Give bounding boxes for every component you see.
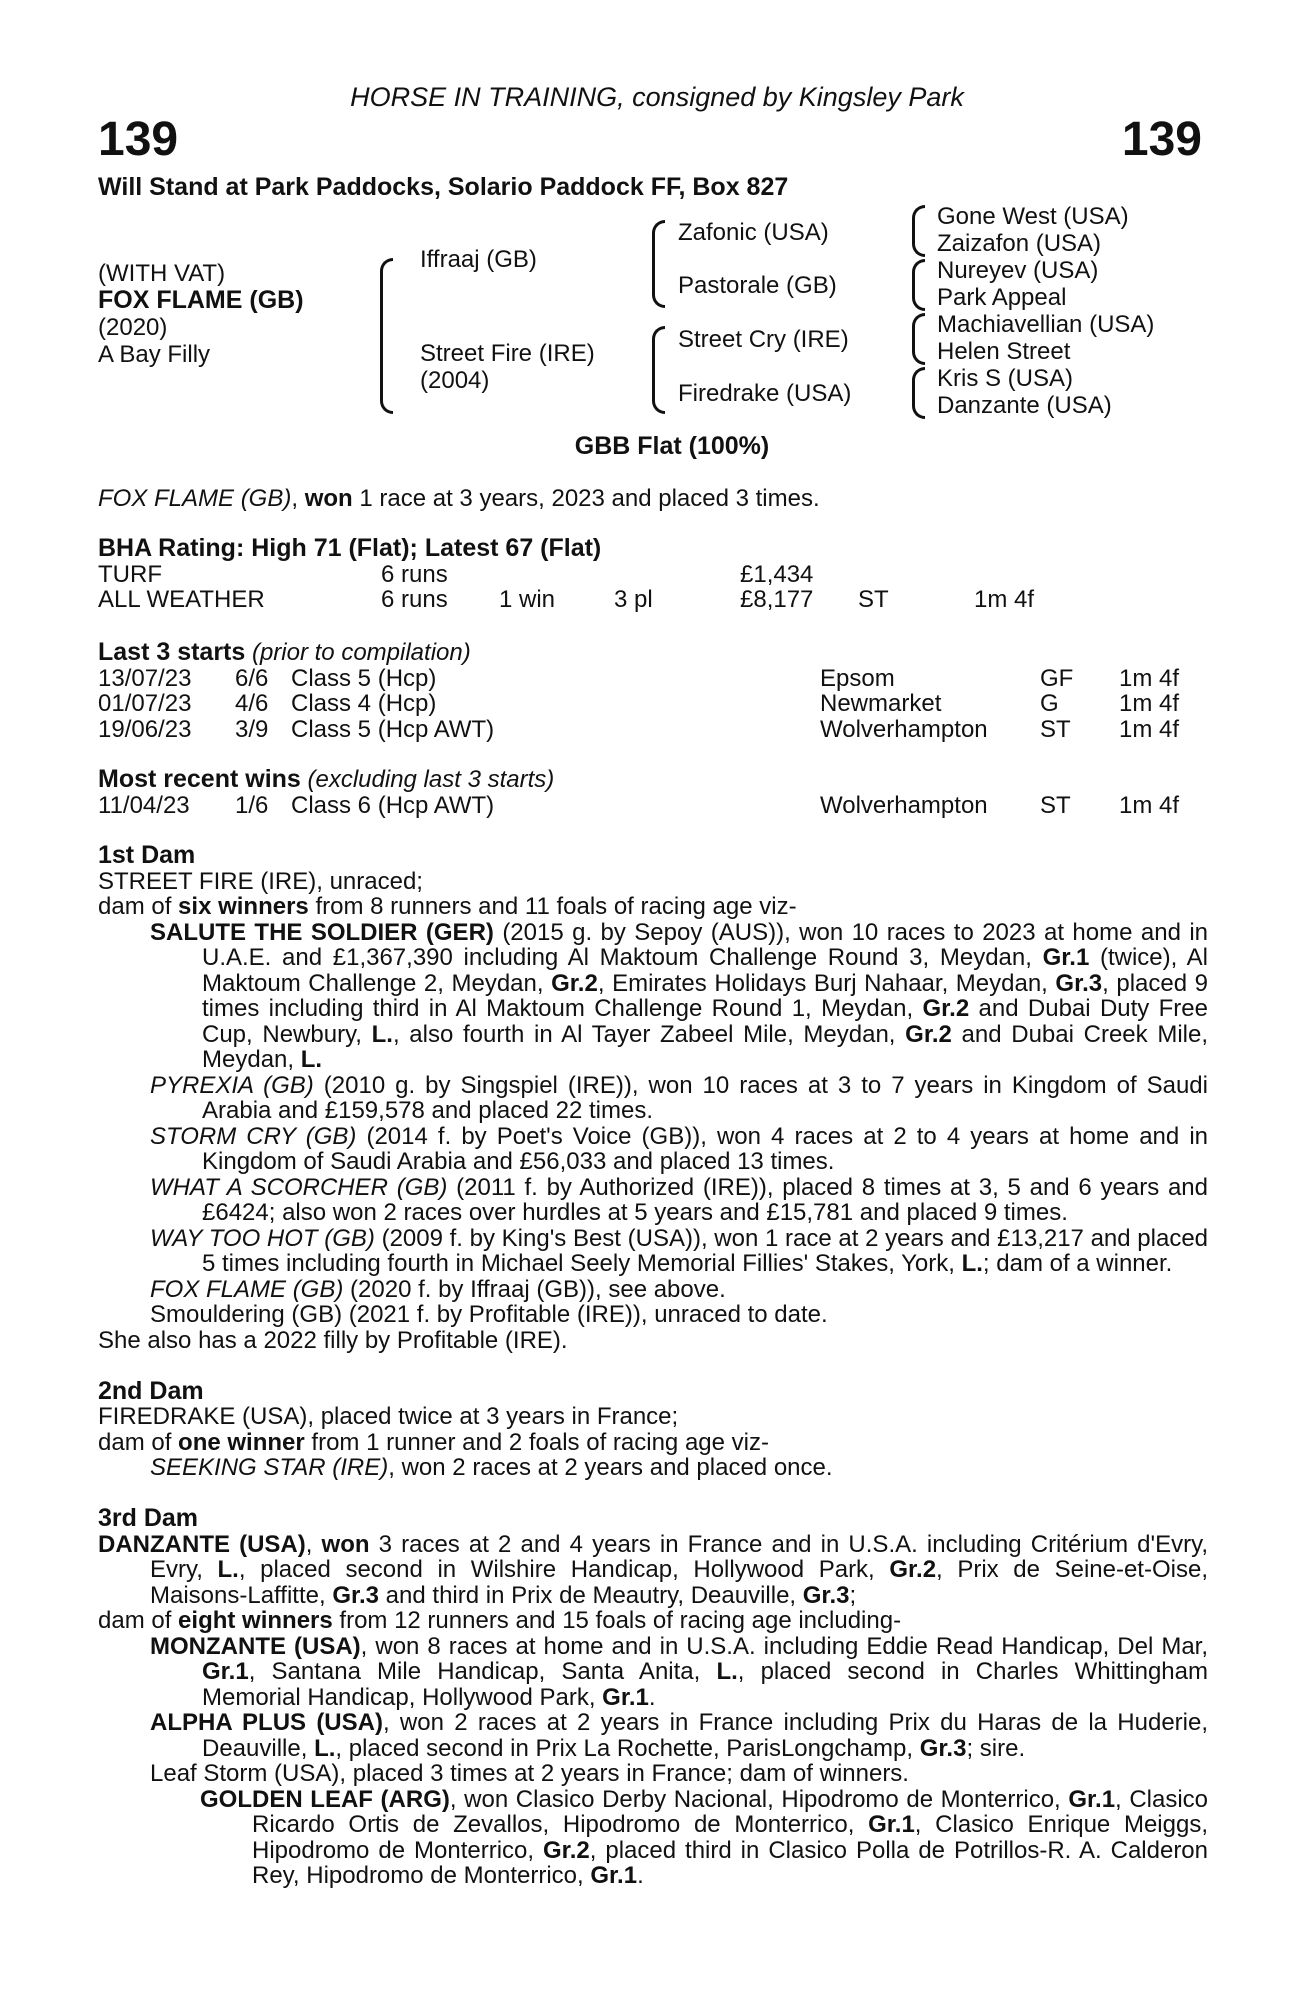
record-row: TURF 6 runs £1,434 (98, 560, 814, 588)
second-dam-produce-intro: dam of one winner from 1 runner and 2 foals of racing age viz- (98, 1428, 769, 1456)
pedigree-brace (912, 313, 925, 365)
dam-sire: Street Cry (IRE) (678, 326, 849, 353)
third-dam-produce-intro: dam of eight winners from 12 runners and 15 foals of racing age including- (98, 1607, 902, 1634)
produce-entry-alpha-plus: ALPHA PLUS (USA), won 2 races at 2 years in France including Prix du Haras de la Huderie, Deauville, L., placed second in Prix La Rochette, ParisLongchamp, Gr.3; sire. (150, 1709, 1209, 1762)
produce-entry-golden-leaf: GOLDEN LEAF (ARG), won Clasico Derby Nacional, Hipodromo de Monterrico, Gr.1, Clasico Ricardo Ortis de Zevallos, Hipodromo de Monterrico, Gr.1, Clasico Enrique Meiggs, Hipodromo de Monterrico, Gr.2, placed third in Clasico Polla de Potrillos-R. A. Calderon Rey, Hipodromo de Monterrico, Gr.1. (200, 1785, 1209, 1889)
dam: Street Fire (IRE) (420, 340, 595, 367)
last-starts-heading: Last 3 starts (98, 638, 246, 666)
third-dam-heading: 3rd Dam (98, 1504, 199, 1532)
produce-entry-pyrexia: PYREXIA (GB) (2010 g. by Singspiel (IRE)), won 10 races at 3 to 7 years in Kingdom of Saudi Arabia and £159,578 and placed 22 times. (150, 1071, 1208, 1124)
rating-heading: BHA Rating: High 71 (Flat); Latest 67 (Flat) (98, 534, 602, 562)
dam-dam: Firedrake (USA) (678, 380, 852, 407)
second-dam-heading: 2nd Dam (98, 1376, 204, 1405)
gen4-ancestor: Nureyev (USA) (937, 257, 1099, 284)
produce-entry-smouldering: Smouldering (GB) (2021 f. by Profitable (IRE)), unraced to date. (150, 1301, 828, 1328)
produce-entry-leaf-storm: Leaf Storm (USA), placed 3 times at 2 years in France; dam of winners. (150, 1760, 909, 1787)
start-row: 13/07/23 6/6 Class 5 (Hcp) Epsom GF 1m 4f (98, 664, 1180, 692)
catalogue-header: HORSE IN TRAINING, consigned by Kingsley Park (350, 82, 964, 112)
recent-wins-section: Most recent wins (excluding last 3 starts) 11/04/23 1/6 Class 6 (Hcp AWT) Wolverhampton ST 1m 4f (98, 767, 1208, 818)
lot-number-right: 139 (1121, 113, 1202, 166)
third-dam-line: DANZANTE (USA), won 3 races at 2 and 4 years in France and in U.S.A. including Critérium d'Evry, Evry, L., placed second in Wilshire Handicap, Hollywood Park, Gr.2, Prix de Seine-et-Oise, Maisons-Laffitte, Gr.3 and third in Prix de Meautry, Deauville, Gr.3; (98, 1530, 1208, 1609)
produce-entry-salute: SALUTE THE SOLDIER (GER) (2015 g. by Sepoy (AUS)), won 10 races to 2023 at home and in U.A.E. and £1,367,390 including Al Maktoum Challenge Round 3, Meydan, Gr.1 (twice), Al Maktoum Challenge 2, Meydan, Gr.2, Emirates Holidays Burj Nahaar, Meydan, Gr.3, placed 9 times including third in Al Maktoum Challenge Round 1, Meydan, Gr.2 and Dubai Duty Free Cup, Newbury, L., also fourth in Al Tayer Zabeel Mile, Meydan, Gr.2 and Dubai Creek Mile, Meydan, L. (150, 918, 1209, 1073)
horse-name: FOX FLAME (GB) (98, 286, 304, 314)
vat-status: (WITH VAT) (98, 260, 226, 287)
gen4-ancestor: Danzante (USA) (937, 392, 1112, 419)
produce-entry-monzante: MONZANTE (USA), won 8 races at home and in U.S.A. including Eddie Read Handicap, Del Mar, Gr.1, Santana Mile Handicap, Santa Anita, L., placed second in Charles Whittingham Memorial Handicap, Hollywood Park, Gr.1. (150, 1632, 1208, 1711)
stand-location: Will Stand at Park Paddocks, Solario Paddock FF, Box 827 (98, 173, 789, 201)
produce-entry-way-too-hot: WAY TOO HOT (GB) (2009 f. by King's Best (USA)), won 1 race at 2 years and £13,217 and placed 5 times including fourth in Michael Seely Memorial Fillies' Stakes, York, L.; dam of a winner. (150, 1224, 1209, 1277)
summary-won: won (304, 485, 353, 512)
dam-year: (2004) (420, 367, 490, 394)
dam-sections (98, 843, 1208, 1889)
sire: Iffraaj (GB) (420, 246, 537, 273)
gen4-ancestor: Machiavellian (USA) (937, 311, 1155, 338)
gen4-ancestor: Gone West (USA) (937, 203, 1129, 230)
pedigree-brace (912, 367, 925, 419)
start-row: 11/04/23 1/6 Class 6 (Hcp AWT) Wolverhampton ST 1m 4f (98, 791, 1180, 819)
lot-number-left: 139 (98, 113, 179, 166)
sire-sire: Zafonic (USA) (678, 219, 829, 246)
horse-year: (2020) (98, 314, 168, 341)
pedigree-brace (912, 205, 925, 257)
gen4-ancestor: Helen Street (937, 338, 1071, 365)
produce-entry-fox-flame: FOX FLAME (GB) (2020 f. by Iffraaj (GB)), see above. (150, 1275, 726, 1303)
record-row: ALL WEATHER 6 runs 1 win 3 pl £8,177 ST 1m 4f (98, 586, 1035, 613)
second-dam-line: FIREDRAKE (USA), placed twice at 3 years in France; (98, 1403, 679, 1430)
first-dam-produce-intro: dam of six winners from 8 runners and 11 foals of racing age viz- (98, 893, 797, 920)
first-dam-line: STREET FIRE (IRE), unraced; (98, 867, 423, 895)
pedigree-brace (652, 326, 665, 414)
gen4-ancestor: Zaizafon (USA) (937, 230, 1102, 257)
rating-section (98, 536, 1208, 613)
produce-note: She also has a 2022 filly by Profitable (IRE). (98, 1326, 568, 1354)
sire-dam: Pastorale (GB) (678, 272, 837, 299)
pedigree-brace (380, 258, 393, 414)
start-row: 01/07/23 4/6 Class 4 (Hcp) Newmarket G 1m 4f (98, 690, 1180, 717)
last-starts-section: Last 3 starts (prior to compilation) 13/07/23 6/6 Class 5 (Hcp) Epsom GF 1m 4f 01/07/23 4/6 Class 4 (Hcp) Newmarket G 1m 4f 19/06/23 3/9 Class 5 (Hcp AWT) Wolverhampton ST 1m 4f (98, 640, 1208, 742)
first-dam-heading: 1st Dam (98, 841, 196, 869)
summary-horse-name: FOX FLAME (GB) (98, 485, 292, 512)
race-summary: FOX FLAME (GB), won 1 race at 3 years, 2023 and placed 3 times. (98, 485, 820, 512)
pedigree-brace (652, 220, 665, 308)
start-row: 19/06/23 3/9 Class 5 (Hcp AWT) Wolverhampton ST 1m 4f (98, 715, 1180, 743)
produce-entry-seeking-star: SEEKING STAR (IRE), won 2 races at 2 years and placed once. (150, 1454, 833, 1481)
pedigree-brace (912, 259, 925, 311)
gen4-ancestor: Kris S (USA) (937, 365, 1074, 392)
horse-description: A Bay Filly (98, 341, 211, 368)
gbb-status: GBB Flat (100%) (574, 432, 770, 460)
produce-entry-scorcher: WHAT A SCORCHER (GB) (2011 f. by Authorized (IRE)), placed 8 times at 3, 5 and 6 years and £6424; also won 2 races over hurdles at 5 years and £15,781 and placed 9 times. (150, 1173, 1208, 1226)
produce-entry-storm-cry: STORM CRY (GB) (2014 f. by Poet's Voice (GB)), won 4 races at 2 to 4 years at home and in Kingdom of Saudi Arabia and £56,033 and placed 13 times. (150, 1122, 1208, 1175)
recent-wins-heading: Most recent wins (98, 765, 301, 793)
gen4-ancestor: Park Appeal (937, 284, 1067, 311)
